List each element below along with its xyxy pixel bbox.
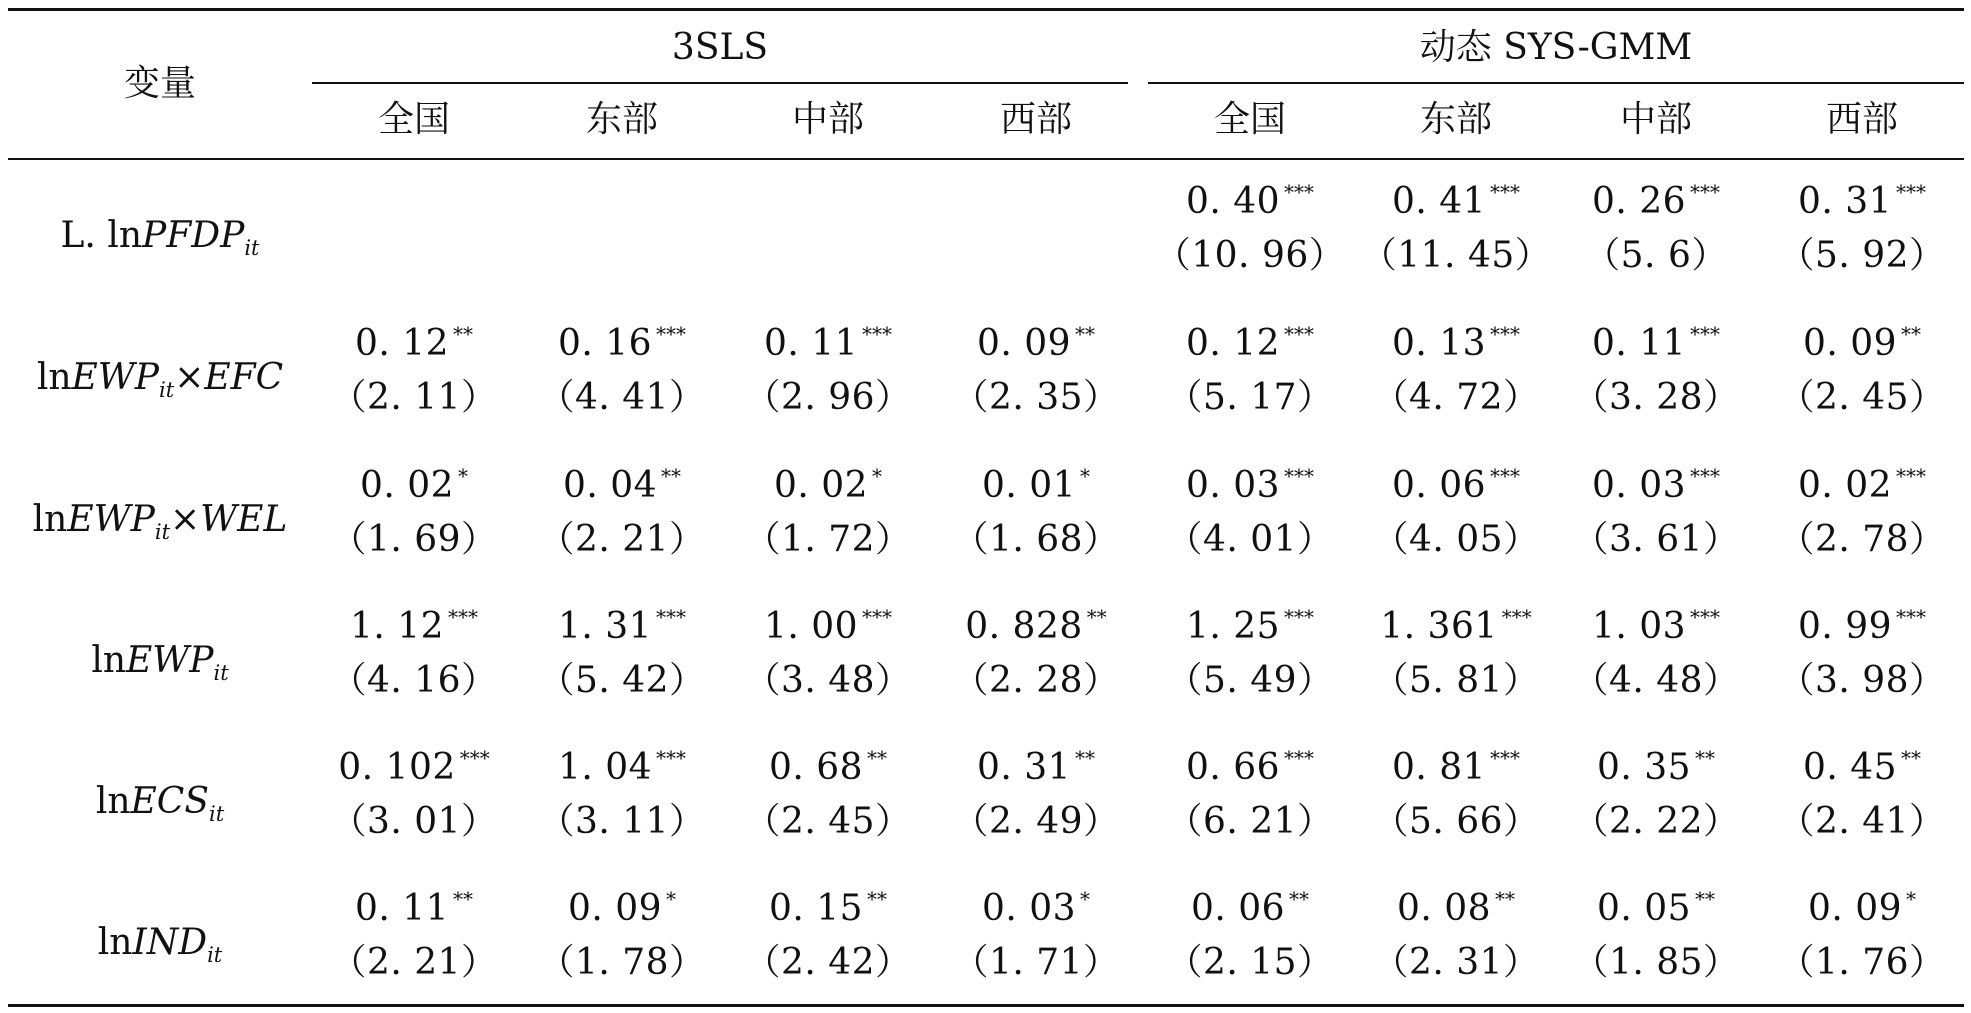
coefficient (774, 466, 882, 506)
significance-stars: *** (1690, 180, 1721, 204)
coefficient-value: 0. 09 (1807, 888, 1903, 929)
region-header: 全国 (377, 99, 451, 140)
significance-stars: * (666, 887, 677, 911)
significance-stars: *** (1896, 180, 1927, 204)
t-statistic: （5. 17） (1166, 377, 1334, 418)
coefficient (982, 889, 1090, 929)
coefficient-value: 0. 03 (1185, 465, 1281, 506)
t-statistic: （1. 78） (538, 942, 706, 983)
t-statistic: （1. 85） (1572, 942, 1740, 983)
coefficient (1191, 889, 1309, 929)
t-statistic: （3. 28） (1572, 377, 1740, 418)
significance-stars: ** (867, 887, 888, 911)
coefficient (1592, 466, 1720, 506)
t-statistic: （10. 96） (1154, 235, 1346, 276)
significance-stars: *** (1284, 605, 1315, 629)
significance-stars: *** (448, 605, 479, 629)
coefficient (1380, 607, 1532, 647)
var-subscript: it (207, 943, 223, 967)
significance-stars: *** (1896, 605, 1927, 629)
t-statistic: （2. 78） (1778, 519, 1946, 560)
coefficient-value: 0. 11 (1591, 323, 1687, 364)
significance-stars: *** (1690, 605, 1721, 629)
t-statistic: （4. 72） (1372, 377, 1540, 418)
significance-stars: *** (1690, 464, 1721, 488)
coefficient-value: 0. 45 (1802, 747, 1898, 788)
coefficient (558, 324, 686, 364)
t-statistic: （4. 16） (330, 660, 498, 701)
coefficient (558, 607, 686, 647)
coefficient-value: 0. 26 (1591, 181, 1687, 222)
var-italic: PFDP (142, 215, 245, 256)
coefficient (1186, 748, 1314, 788)
coefficient (1392, 466, 1520, 506)
var-italic: ECS (130, 781, 210, 822)
coefficient (982, 466, 1090, 506)
coefficient-value: 1. 31 (557, 606, 653, 647)
t-statistic: （2. 22） (1572, 801, 1740, 842)
coefficient-value: 0. 09 (976, 323, 1072, 364)
significance-stars: *** (1284, 464, 1315, 488)
t-statistic: （2. 96） (744, 377, 912, 418)
var-subscript: it (244, 236, 260, 260)
var-prefix: ln (36, 357, 72, 398)
t-statistic: （3. 11） (538, 801, 706, 842)
coefficient-value: 1. 03 (1591, 606, 1687, 647)
t-statistic: （11. 45） (1360, 235, 1552, 276)
t-statistic: （2. 35） (952, 377, 1120, 418)
significance-stars: ** (1901, 322, 1922, 346)
coefficient-value: 0. 11 (763, 323, 859, 364)
coefficient (1186, 466, 1314, 506)
coefficient (769, 748, 887, 788)
coefficient (1803, 748, 1921, 788)
t-statistic: （3. 48） (744, 660, 912, 701)
t-statistic: （5. 49） (1166, 660, 1334, 701)
coefficient (568, 889, 676, 929)
coefficient (360, 466, 468, 506)
coefficient-value: 0. 68 (768, 747, 864, 788)
significance-stars: *** (459, 746, 490, 770)
var-italic-2: EFC (204, 357, 284, 398)
coefficient-value: 0. 41 (1391, 181, 1487, 222)
coefficient-value: 0. 06 (1190, 888, 1286, 929)
coefficient-value: 0. 66 (1185, 747, 1281, 788)
coefficient-value: 0. 09 (1802, 323, 1898, 364)
var-prefix: L. ln (60, 215, 143, 256)
significance-stars: *** (1284, 746, 1315, 770)
var-prefix: ln (97, 922, 133, 963)
coefficient-value: 1. 361 (1380, 606, 1498, 647)
coefficient-value: 0. 02 (773, 465, 869, 506)
t-statistic: （5. 42） (538, 660, 706, 701)
t-statistic: （2. 15） (1166, 942, 1334, 983)
bottom-rule (8, 1004, 1964, 1007)
t-statistic: （4. 48） (1572, 660, 1740, 701)
subrule-gmm (1148, 82, 1964, 84)
coefficient (1186, 324, 1314, 364)
var-prefix: ln (95, 781, 131, 822)
t-statistic: （2. 49） (952, 801, 1120, 842)
coefficient-value: 0. 81 (1391, 747, 1487, 788)
t-statistic: （5. 81） (1372, 660, 1540, 701)
coefficient (1592, 324, 1720, 364)
significance-stars: ** (453, 887, 474, 911)
t-statistic: （1. 76） (1778, 942, 1946, 983)
significance-stars: *** (1284, 180, 1315, 204)
coefficient (350, 607, 478, 647)
significance-stars: * (458, 464, 469, 488)
coefficient-value: 0. 40 (1185, 181, 1281, 222)
t-statistic: （2. 45） (744, 801, 912, 842)
coefficient-value: 0. 31 (976, 747, 1072, 788)
variable-name (32, 499, 288, 544)
t-statistic: （2. 42） (744, 942, 912, 983)
var-italic: EWP (126, 640, 214, 681)
header-rule (8, 158, 1964, 160)
significance-stars: *** (1284, 322, 1315, 346)
coefficient-value: 0. 13 (1391, 323, 1487, 364)
significance-stars: ** (1289, 887, 1310, 911)
var-prefix: ln (32, 499, 68, 540)
var-italic: EWP (67, 499, 155, 540)
coefficient (1592, 182, 1720, 222)
coefficient-value: 0. 09 (567, 888, 663, 929)
coefficient-value: 0. 35 (1596, 747, 1692, 788)
t-statistic: （3. 01） (330, 801, 498, 842)
t-statistic: （2. 41） (1778, 801, 1946, 842)
significance-stars: *** (656, 746, 687, 770)
significance-stars: *** (1490, 180, 1521, 204)
coefficient (1392, 748, 1520, 788)
variable-name (95, 781, 225, 826)
t-statistic: （4. 41） (538, 377, 706, 418)
coefficient (1597, 889, 1715, 929)
region-header: 西部 (999, 99, 1073, 140)
t-statistic: （2. 31） (1372, 942, 1540, 983)
coefficient-value: 0. 12 (1185, 323, 1281, 364)
coefficient (1798, 182, 1926, 222)
coefficient-value: 0. 01 (981, 465, 1077, 506)
significance-stars: ** (1695, 887, 1716, 911)
var-subscript: it (213, 661, 229, 685)
coefficient (977, 324, 1095, 364)
coefficient-value: 0. 02 (1797, 465, 1893, 506)
significance-stars: *** (862, 605, 893, 629)
significance-stars: *** (1490, 322, 1521, 346)
var-italic: EWP (71, 357, 160, 398)
t-statistic: （2. 11） (330, 377, 498, 418)
coefficient (1392, 182, 1520, 222)
coefficient (338, 748, 490, 788)
t-statistic: （5. 6） (1584, 235, 1728, 276)
coefficient-value: 0. 828 (965, 606, 1083, 647)
coefficient-value: 0. 03 (1591, 465, 1687, 506)
significance-stars: ** (1901, 746, 1922, 770)
coefficient (965, 607, 1107, 647)
coefficient-value: 1. 12 (349, 606, 445, 647)
region-header: 西部 (1825, 99, 1899, 140)
coefficient (1808, 889, 1916, 929)
t-statistic: （5. 66） (1372, 801, 1540, 842)
coefficient (1803, 324, 1921, 364)
coefficient-value: 0. 102 (338, 747, 456, 788)
significance-stars: * (1080, 464, 1091, 488)
significance-stars: ** (1086, 605, 1107, 629)
coefficient (563, 466, 681, 506)
coefficient (355, 324, 473, 364)
t-statistic: （1. 68） (952, 519, 1120, 560)
significance-stars: ** (661, 464, 682, 488)
region-header: 东部 (585, 99, 659, 140)
t-statistic: （2. 21） (330, 942, 498, 983)
t-statistic: （1. 69） (330, 519, 498, 560)
significance-stars: * (1906, 887, 1917, 911)
group-header-gmm: 动态 SYS-GMM (1419, 27, 1693, 68)
significance-stars: ** (867, 746, 888, 770)
coefficient-value: 0. 11 (354, 888, 450, 929)
variable-name (36, 357, 284, 402)
t-statistic: （3. 61） (1572, 519, 1740, 560)
significance-stars: *** (862, 322, 893, 346)
coefficient-value: 0. 99 (1797, 606, 1893, 647)
t-statistic: （3. 98） (1778, 660, 1946, 701)
variable-name (91, 640, 229, 685)
coefficient (977, 748, 1095, 788)
t-statistic: （1. 72） (744, 519, 912, 560)
significance-stars: *** (1501, 605, 1532, 629)
coefficient-value: 0. 06 (1391, 465, 1487, 506)
significance-stars: ** (1075, 322, 1096, 346)
coefficient (1397, 889, 1515, 929)
coefficient (1798, 607, 1926, 647)
significance-stars: *** (656, 322, 687, 346)
significance-stars: ** (453, 322, 474, 346)
significance-stars: * (1080, 887, 1091, 911)
var-prefix: ln (91, 640, 127, 681)
t-statistic: （1. 71） (952, 942, 1120, 983)
coefficient-value: 1. 25 (1185, 606, 1281, 647)
coefficient (558, 748, 686, 788)
significance-stars: * (872, 464, 883, 488)
var-operator: × (170, 499, 201, 540)
coefficient (764, 607, 892, 647)
coefficient (1592, 607, 1720, 647)
subrule-3sls (312, 82, 1128, 84)
coefficient (764, 324, 892, 364)
coefficient-value: 0. 03 (981, 888, 1077, 929)
region-header: 中部 (1619, 99, 1693, 140)
coefficient (1186, 607, 1314, 647)
coefficient (355, 889, 473, 929)
t-statistic: （5. 92） (1778, 235, 1946, 276)
significance-stars: *** (1490, 464, 1521, 488)
coefficient-value: 0. 05 (1596, 888, 1692, 929)
var-italic: IND (132, 922, 208, 963)
t-statistic: （2. 45） (1778, 377, 1946, 418)
var-subscript: it (209, 802, 225, 826)
coefficient-value: 0. 31 (1797, 181, 1893, 222)
significance-stars: ** (1075, 746, 1096, 770)
coefficient (1798, 466, 1926, 506)
significance-stars: ** (1695, 746, 1716, 770)
coefficient (1392, 324, 1520, 364)
significance-stars: *** (1690, 322, 1721, 346)
t-statistic: （2. 28） (952, 660, 1120, 701)
variable-name (97, 922, 223, 967)
coefficient-value: 1. 00 (763, 606, 859, 647)
coefficient-value: 0. 04 (562, 465, 658, 506)
coefficient-value: 0. 08 (1396, 888, 1492, 929)
t-statistic: （4. 01） (1166, 519, 1334, 560)
significance-stars: ** (1495, 887, 1516, 911)
coefficient-value: 0. 02 (359, 465, 455, 506)
top-rule (8, 8, 1964, 11)
coefficient-value: 0. 15 (768, 888, 864, 929)
variable-name (60, 215, 260, 260)
var-subscript: it (159, 378, 175, 402)
var-subscript: it (154, 520, 171, 544)
coefficient (769, 889, 887, 929)
coefficient-value: 0. 16 (557, 323, 653, 364)
coefficient (1186, 182, 1314, 222)
region-header: 东部 (1419, 99, 1493, 140)
coefficient-value: 0. 12 (354, 323, 450, 364)
variable-header: 变量 (123, 63, 197, 104)
significance-stars: *** (1490, 746, 1521, 770)
t-statistic: （6. 21） (1166, 801, 1334, 842)
coefficient (1597, 748, 1715, 788)
region-header: 中部 (791, 99, 865, 140)
group-header-3sls: 3SLS (671, 27, 769, 68)
t-statistic: （2. 21） (538, 519, 706, 560)
var-italic-2: WEL (200, 499, 288, 540)
coefficient-value: 1. 04 (557, 747, 653, 788)
t-statistic: （4. 05） (1372, 519, 1540, 560)
region-header: 全国 (1213, 99, 1287, 140)
significance-stars: *** (1896, 464, 1927, 488)
significance-stars: *** (656, 605, 687, 629)
var-operator: × (174, 357, 205, 398)
